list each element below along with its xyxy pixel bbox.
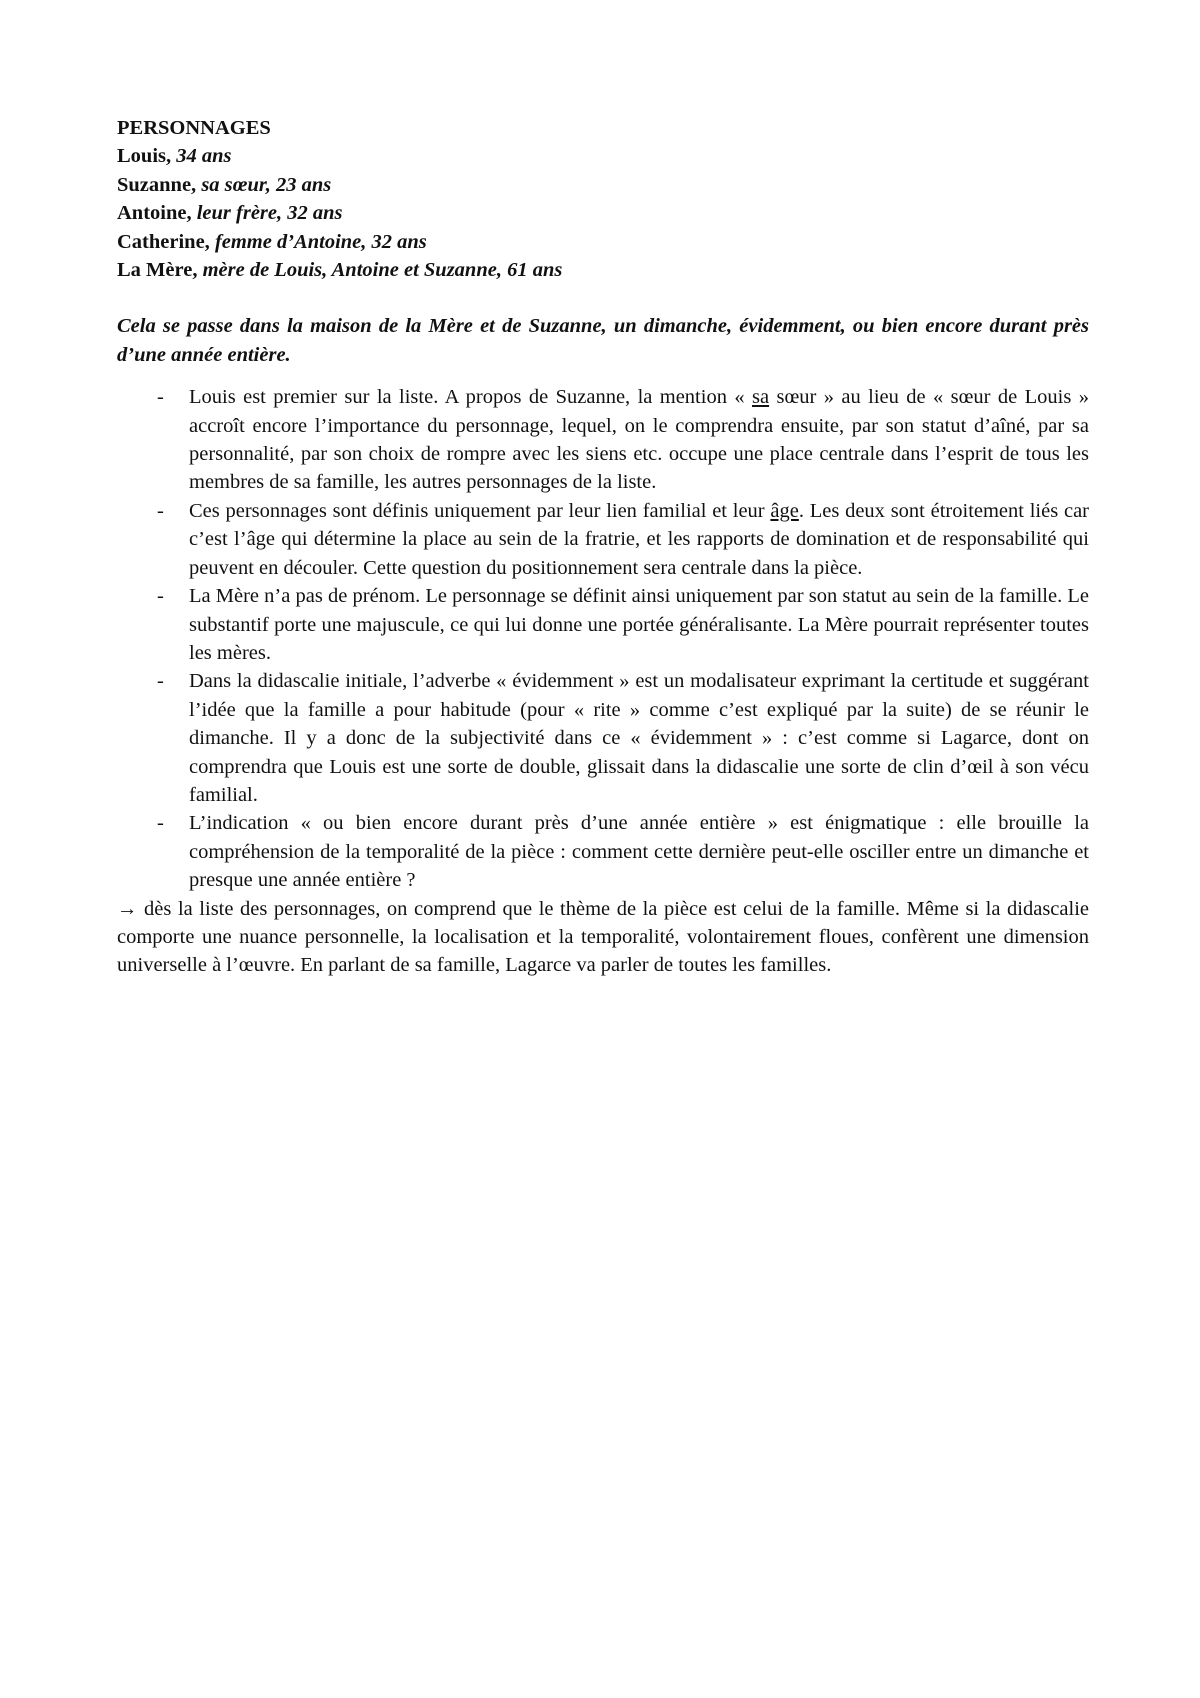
note-text: La Mère n’a pas de prénom. Le personnage se définit ainsi uniquement par son statut au sein de la famille. Le substantif porte une majuscule, ce qui lui donne une portée généralisante. La Mère pourrait représenter toutes les mères.	[189, 585, 1089, 664]
character-description: leur frère, 32 ans	[196, 202, 343, 225]
dash-bullet: -	[157, 386, 164, 409]
list-item	[117, 383, 1089, 497]
dash-bullet: -	[157, 499, 164, 522]
character-name: Suzanne,	[117, 173, 197, 196]
character-description: 34 ans	[176, 145, 232, 168]
stage-direction: Cela se passe dans la maison de la Mère et de Suzanne, un dimanche, évidemment, ou bien encore durant près d’une année entière.	[117, 315, 1089, 366]
cast-heading: PERSONNAGES	[117, 117, 271, 139]
underlined-word: âge	[770, 499, 799, 522]
note-text: . Les deux sont étroitement liés car c’est l’âge qui détermine la place au sein de la fratrie, et les rapports de domination et de responsabilité qui peuvent en découler. Cette question du positionnement sera centrale dans la pièce.	[189, 499, 1089, 579]
dash-bullet: -	[157, 812, 164, 835]
underlined-word: sa	[752, 386, 770, 409]
list-item	[117, 667, 1089, 809]
character-description: sa sœur, 23 ans	[201, 173, 332, 196]
cast-entry-louis	[117, 142, 1089, 170]
document-page	[117, 114, 1089, 980]
note-text: Dans la didascalie initiale, l’adverbe « évidemment » est un modalisateur exprimant la certitude et suggérant l’idée que la famille a pour habitude (pour « rite » comme c’est expliqué par la suite) de se réunir le dimanche. Il y a donc de la subjectivité dans ce « évidemment » : c’est comme si Lagarce, dont on comprendra que Louis est une sorte de double, glissait dans la didascalie une sorte de clin d’œil à son vécu familial.	[189, 670, 1089, 806]
conclusion-paragraph: → dès la liste des personnages, on comprend que le thème de la pièce est celui de la famille. Même si la didascalie comporte une nuance personnelle, la localisation et la temporalité, volontairement floues, confèrent une dimension universelle à l’œuvre. En parlant de sa famille, Lagarce va parler de toutes les familles.	[117, 897, 1089, 977]
character-name: La Mère,	[117, 259, 198, 282]
dash-bullet: -	[157, 670, 164, 693]
dash-bullet: -	[157, 585, 164, 608]
note-text: sœur » au lieu de « sœur de Louis » accroît encore l’importance du personnage, lequel, on le comprendra ensuite, par son statut d’aîné, par sa personnalité, par son choix de rompre avec les siens etc. occupe une place centrale dans l’esprit de tous les membres de sa famille, les autres personnages de la liste.	[189, 386, 1089, 494]
cast-entry-suzanne	[117, 171, 1089, 199]
list-item	[117, 809, 1089, 894]
analysis-notes	[117, 383, 1089, 894]
cast-entry-antoine	[117, 199, 1089, 227]
cast-list	[117, 114, 1089, 284]
list-item	[117, 582, 1089, 667]
character-name: Catherine,	[117, 230, 210, 253]
note-text: Louis est premier sur la liste. A propos de Suzanne, la mention «	[189, 386, 752, 409]
cast-entry-catherine	[117, 228, 1089, 256]
cast-entry-la-mere	[117, 256, 1089, 284]
character-description: femme d’Antoine, 32 ans	[214, 230, 427, 253]
character-name: Louis,	[117, 145, 172, 168]
note-text: Ces personnages sont définis uniquement par leur lien familial et leur	[189, 499, 771, 522]
character-description: mère de Louis, Antoine et Suzanne, 61 ans	[202, 259, 563, 282]
character-name: Antoine,	[117, 202, 192, 225]
list-item	[117, 497, 1089, 582]
note-text: L’indication « ou bien encore durant près d’une année entière » est énigmatique : elle brouille la compréhension de la temporalité de la pièce : comment cette dernière peut-elle osciller entre un dimanche et presque une année entière ?	[189, 812, 1089, 892]
